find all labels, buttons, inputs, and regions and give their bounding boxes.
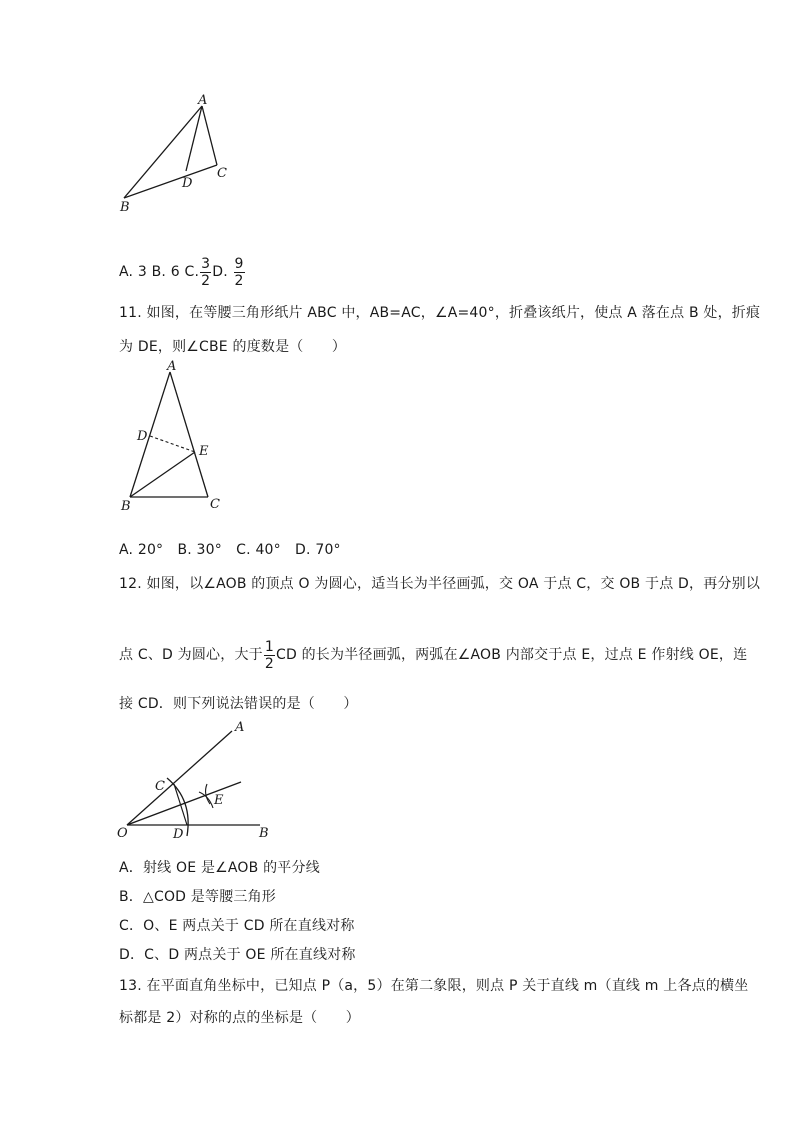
label-a: A	[235, 720, 245, 735]
q12-half-fraction	[264, 639, 275, 672]
label-a: A	[198, 93, 208, 108]
label-b: B	[120, 200, 130, 215]
label-c: C	[210, 497, 220, 512]
q12-frac-numerator: 1	[264, 638, 274, 655]
label-c: C	[155, 779, 165, 794]
q10-option-d-prefix: D.	[212, 264, 228, 280]
label-d: D	[137, 429, 148, 444]
label-b: B	[121, 499, 131, 514]
label-o: O	[117, 826, 128, 841]
label-a: A	[167, 359, 177, 374]
q11-options: A. 20° B. 30° C. 40° D. 70°	[119, 542, 341, 558]
q11-stem-line-2: 为 DE，则∠CBE 的度数是（ ）	[119, 339, 347, 355]
q10-option-d-fraction	[234, 256, 245, 289]
figure-triangle-abc-q10	[110, 88, 250, 218]
q12-stem-line-3: 接 CD．则下列说法错误的是（ ）	[119, 696, 358, 712]
q12-stem-line-2	[119, 637, 747, 673]
q10-option-c-fraction	[200, 256, 211, 289]
q10-c-numerator: 3	[201, 255, 211, 272]
q12-option-c: C．O、E 两点关于 CD 所在直线对称	[119, 918, 355, 934]
q10-c-denominator: 2	[201, 272, 211, 289]
q10-d-numerator: 9	[234, 255, 244, 272]
label-e: E	[214, 793, 224, 808]
figure-folded-triangle-q11	[115, 358, 230, 518]
label-c: C	[217, 166, 227, 181]
q12-frac-denominator: 2	[264, 655, 274, 672]
q12-option-a: A．射线 OE 是∠AOB 的平分线	[119, 860, 320, 876]
q13-stem-line-1: 13. 在平面直角坐标中，已知点 P（a，5）在第二象限，则点 P 关于直线 m（直线 m 上各点的横坐	[119, 978, 749, 994]
q13-stem-line-2: 标都是 2）对称的点的坐标是（ ）	[119, 1010, 360, 1026]
q12-stem-line-1: 12. 如图，以∠AOB 的顶点 O 为圆心，适当长为半径画弧，交 OA 于点 C，交 OB 于点 D，再分别以	[119, 576, 761, 592]
q12-option-d: D．C、D 两点关于 OE 所在直线对称	[119, 947, 356, 963]
figure-angle-bisector-q12	[115, 718, 280, 843]
q10-option-a: A. 3	[119, 264, 147, 280]
label-b: B	[259, 826, 269, 841]
q12-option-b: B．△COD 是等腰三角形	[119, 889, 276, 905]
q10-d-denominator: 2	[234, 272, 244, 289]
q10-options	[119, 254, 246, 290]
label-d: D	[182, 176, 193, 191]
q12-line2-after-fraction: CD 的长为半径画弧，两弧在∠AOB 内部交于点 E，过点 E 作射线 OE，连	[275, 647, 748, 663]
q11-stem-line-1: 11. 如图，在等腰三角形纸片 ABC 中，AB=AC，∠A=40°，折叠该纸片，使点 A 落在点 B 处，折痕	[119, 305, 761, 321]
q12-line2-before-fraction: 点 C、D 为圆心，大于	[119, 647, 263, 663]
label-d: D	[173, 827, 184, 842]
q10-option-b: B. 6	[151, 264, 180, 280]
label-e: E	[199, 444, 209, 459]
q10-option-c-prefix: C.	[184, 264, 200, 280]
